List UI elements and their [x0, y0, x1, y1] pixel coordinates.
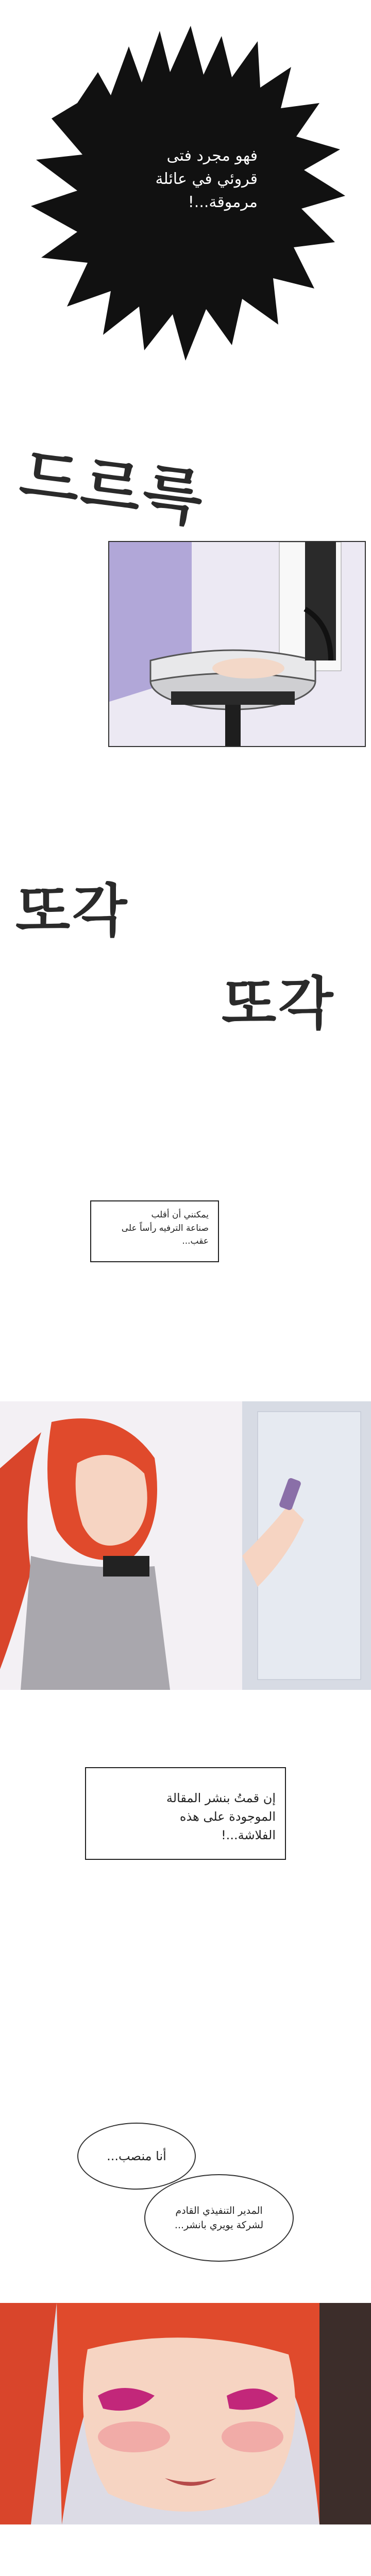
splash-narration-panel [0, 10, 371, 381]
sfx-heels-2: 또각 [222, 971, 335, 1037]
sfx-chair-roll: 드르륵 [15, 439, 210, 536]
speech-text-1: أنا منصب... [107, 2149, 166, 2163]
narration-box-2: إن قمتُ بنشر المقالة الموجودة على هذه الفلاشة...! [85, 1767, 286, 1860]
office-chair-illustration [109, 542, 366, 747]
speech-bubble-2 [144, 2174, 294, 2262]
woman-holding-usb-illustration [0, 1401, 371, 1690]
speech-bubble-1 [77, 2123, 196, 2190]
office-chair-panel [108, 541, 366, 747]
narration-text: فهو مجرد فتى قروئي في عائلة مرموقة...! [155, 147, 258, 211]
blushing-face-panel [0, 2303, 371, 2524]
blushing-face-illustration [0, 2303, 371, 2524]
narration-box-1: يمكنني أن أقلب صناعة الترفيه رأساً على عقب... [90, 1200, 219, 1262]
woman-usb-panel [0, 1401, 371, 1690]
speech-text-2: المدير التنفيذي القادم لشركة يويري بانشر... [174, 2205, 264, 2231]
sfx-heels-1: 또각 [15, 878, 129, 944]
